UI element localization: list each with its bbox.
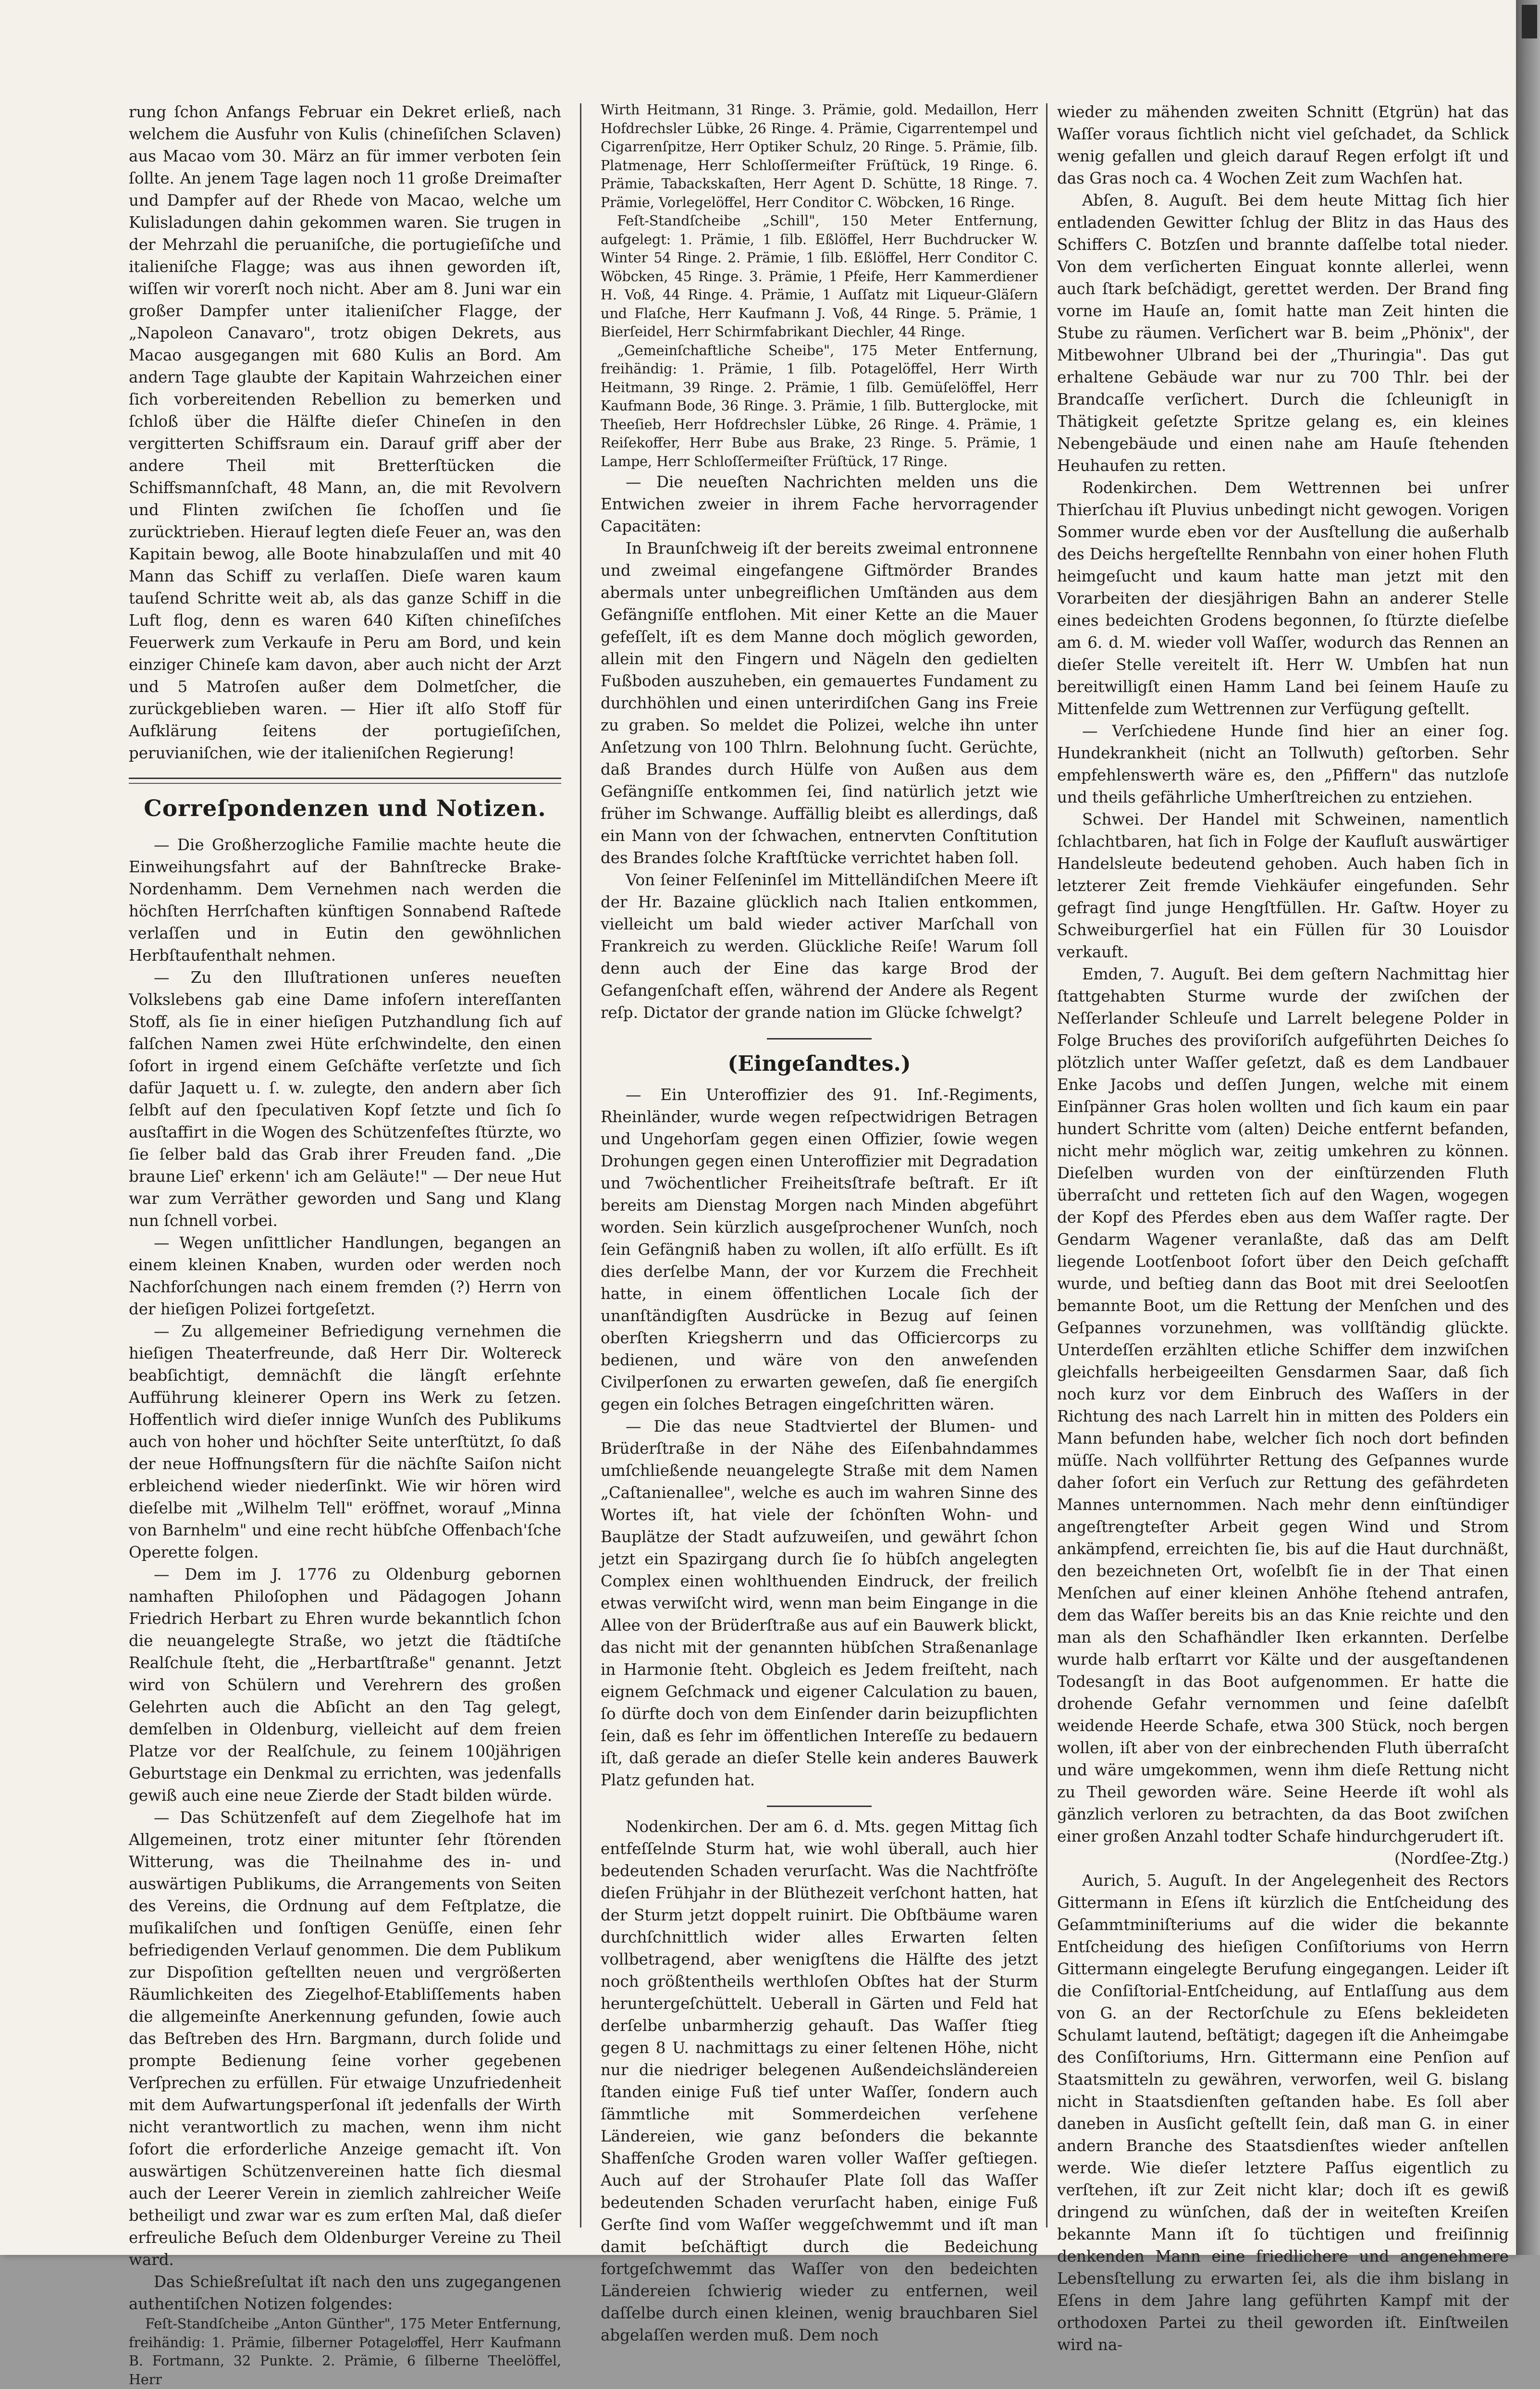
section-rule xyxy=(129,778,561,779)
column-rule-1 xyxy=(580,103,581,2228)
column-1 xyxy=(129,101,561,2388)
notice-unteroffizier: — Ein Unteroffizier des 91. Inf.-Regiments, Rheinländer, wurde wegen reſpectwidrigen Betragen und Ungehorſam gegen einen Offizier, ſowie wegen Drohungen gegen einen Unteroffizier mit Degradation und 7wöchentlicher Freiheitsſtrafe beſtraft. Er iſt bereits am Dienstag Morgen nach Minden abgeführt worden. Sein kürzlich ausgeſprochener Wunſch, noch ſein Gefängniß haben zu wollen, iſt alſo erfüllt. Es iſt dies derſelbe Mann, der vor Kurzem die Frechheit hatte, in einem öffentlichen Locale ſich der unanſtändigſten Ausdrücke in Bezug auf ſeinen oberſten Kriegsherrn und das Officiercorps zu bedienen, und wäre von den anweſenden Civilperſonen zu erwarten geweſen, daß ſie energiſch gegen ein ſolches Betragen eingeſchritten wären. xyxy=(601,1086,1038,1413)
notice-grand-ducal-family: — Die Großherzogliche Familie machte heute die Einweihungsfahrt auf der Bahnſtrecke Brake-Nordenhamm. Dem Vernehmen nach werden die höchſten Herrſchaften künftigen Sonnabend Raſtede verlaſſen und in Eutin den gewöhnlichen Herbſtaufenthalt nehmen. xyxy=(129,836,561,965)
notice-absen: Abſen, 8. Auguſt. Bei dem heute Mittag ſich hier entladenden Gewitter ſchlug der Blitz in das Haus des Schiffers C. Botzſen und brannte daſſelbe total nieder. Von dem verſicherten Einguat konnte allerlei, wenn auch ſtark beſchädigt, gerettet werden. Der Brand fing vorne im Hauſe an, ſomit hatte man Zeit hinten die Stube zu räumen. Verſichert war B. beim „Phönix", der Mitbewohner Ulbrand bei der „Thuringia". Das gut erhaltene Gebäude war nur zu 700 Thlr. bei der Brandcaſſe verſichert. Durch die ſchleunigſt in Thätigkeit geſetzte Spritze gelang es, ein kleines Nebengebäude und einen nahe am Hauſe ſtehenden Heuhaufen zu retten. xyxy=(1057,191,1509,475)
scan-edge xyxy=(1516,0,1540,2255)
submitted-heading: (Eingeſandtes.) xyxy=(727,1052,911,1076)
column-rule-2 xyxy=(1046,103,1047,2228)
notice-results-intro: Das Schießreſultat iſt nach den uns zugegangenen authentiſchen Notizen folgendes: xyxy=(129,2273,561,2313)
section-title: Correſpondenzen und Notizen. xyxy=(144,795,546,822)
scan-edge-notch xyxy=(1522,5,1537,38)
notice-bazaine: Von ſeiner Felſeninſel im Mittelländiſchen Meere iſt der Hr. Bazaine glücklich nach Italien entkommen, vielleicht um bald wieder activer Marſchall von Frankreich zu werden. Glückliche Reiſe! Warum ſoll denn auch der Eine das karge Brod der Gefangenſchaft eſſen, während der Andere als Regent reſp. Dictator der grande nation im Glücke ſchwelgt? xyxy=(601,871,1038,1022)
column-2 xyxy=(601,101,1038,2344)
notice-aurich: Aurich, 5. Auguſt. In der Angelegenheit des Rectors Gittermann in Eſens iſt kürzlich die Entſcheidung des Geſammtminiſteriums auf die wider die bekannte Entſcheidung des hieſigen Conſiſtoriums von Herrn Gittermann eingelegte Berufung eingegangen. Leider iſt die Conſiſtorial-Entſcheidung, auf Entlaſſung aus dem von G. an der Rectorſchule zu Eſens bekleideten Schulamt lautend, beſtätigt; dagegen iſt die Anheimgabe des Conſiſtoriums, Hrn. Gittermann eine Penſion auf Staatsmitteln zu gewähren, verworfen, weil G. bislang nicht in Staatsdienſten geſtanden habe. Es ſoll aber daneben in Ausſicht geſtellt ſein, daß man G. in einer andern Branche des Staatsdienſtes wieder anſtellen werde. Wie dieſer letztere Paſſus eigentlich zu verſtehen, iſt zur Zeit nicht klar; doch iſt es gewiß dringend zu wünſchen, daß der in weiteſten Kreiſen bekannte Mann iſt ſo tüchtigen und freiſinnig denkenden Mann eine friedlichere und angenehmere Lebensſtellung zu erwarten ſei, als die ihm bislang in Eſens in dem Jahre lang geführten Kampf mit der orthodoxen Partei zu theil geworden iſt. Einſtweilen wird na- xyxy=(1057,1871,1509,2354)
column-3 xyxy=(1057,101,1509,2354)
notice-theatre: — Zu allgemeiner Befriedigung vernehmen die hieſigen Theaterfreunde, daß Herr Dir. Woltereck beabſichtigt, demnächſt die längſt erſehnte Aufführung kleinerer Opern ins Werk zu ſetzen. Hoffentlich wird dieſer innige Wunſch des Publikums auch von hoher und höchſter Seite unterſtützt, ſo daß der neue Hoffnungsſtern für die nächſte Saiſon nicht erbleichend wieder niederſinkt. Wie wir hören wird dieſelbe mit „Wilhelm Tell" eröffnet, worauf „Minna von Barnhelm" und eine recht hübſche Offenbach'ſche Operette folgen. xyxy=(129,1322,561,1561)
notice-dogs: — Verſchiedene Hunde ſind hier an einer ſog. Hundekrankheit (nicht an Tollwuth) geſtorben. Sehr empfehlenswerth wäre es, den „Pfiffern" das nutzloſe und theils gefährliche Umherſtreichen zu entziehen. xyxy=(1057,722,1509,806)
results-schill: Feſt-Standſcheibe „Schill", 150 Meter Entfernung, aufgelegt: 1. Prämie, 1 ſilb. Eßlöffel, Herr Buchdrucker W. Winter 54 Ringe. 2. Prämie, 1 ſilb. Eßlöffel, Herr Conditor C. Wöbcken, 45 Ringe. 3. Prämie, 1 Pfeife, Herr Kammerdiener H. Voß, 44 Ringe. 4. Prämie, 1 Auſſatz mit Liqueur-Gläſern und Flaſche, Herr Kaufmann J. Voß, 44 Ringe. 5. Prämie, 1 Bierſeidel, Herr Schirmfabrikant Diechler, 44 Ringe. xyxy=(601,213,1038,340)
notice-continued: wieder zu mähenden zweiten Schnitt (Etgrün) hat das Waſſer voraus ſichtlich nicht viel geſchadet, da Schlick wenig gefallen und gleich darauf Regen erfolgt iſt und das Gras noch ca. 4 Wochen Zeit zum Wachſen hat. xyxy=(1057,103,1509,187)
source-note: (Nordſee-Ztg.) xyxy=(1394,1849,1509,1868)
divider-2 xyxy=(767,1806,872,1807)
section-rule-thin xyxy=(129,783,561,784)
results-continued: Wirth Heitmann, 31 Ringe. 3. Prämie, gold. Medaillon, Herr Hofdrechsler Lübke, 26 Ringe. 4. Prämie, Cigarrentempel und Cigarrenſpitze, Herr Optiker Schulz, 20 Ringe. 5. Prämie, ſilb. Platmenage, Herr Schloſſermeiſter Früſtück, 19 Ringe. 6. Prämie, Tabackskaſten, Herr Agent D. Schütte, 18 Ringe. 7. Prämie, Vorlegelöffel, Herr Conditor C. Wöbcken, 16 Ringe. xyxy=(601,102,1038,210)
notice-schuetzenfest: — Das Schützenfeſt auf dem Ziegelhofe hat im Allgemeinen, trotz einer mitunter ſehr ſtörenden Witterung, was die Theilnahme des in- und auswärtigen Publikums, die Arrangements von Seiten des Vereins, die Ordnung auf dem Feſtplatze, die muſikaliſchen und ſonſtigen Genüſſe, einen ſehr befriedigenden Verlauf genommen. Die dem Publikum zur Dispoſition geſtellten neuen und vergrößerten Räumlichkeiten des Ziegelhof-Etabliſſements haben die allgemeinſte Anerkennung gefunden, ſowie auch das Beſtreben des Hrn. Bargmann, durch ſolide und prompte Bedienung ſeine vorher gegebenen Verſprechen zu erfüllen. Für etwaige Unzufriedenheit mit dem Aufwartungsperſonal iſt jedenfalls der Wirth nicht verantwortlich zu machen, wenn ihm nicht ſofort die erforderliche Anzeige gemacht iſt. Von auswärtigen Schützenvereinen hatte ſich diesmal auch der Leerer Verein in ziemlich zahlreicher Weiſe betheiligt und zwar war es zum erſten Mal, daß dieſer erfreuliche Beſuch dem Oldenburger Vereine zu Theil ward. xyxy=(129,1808,561,2269)
notice-herbart: — Dem im J. 1776 zu Oldenburg gebornen namhaften Philoſophen und Pädagogen Johann Friedrich Herbart zu Ehren wurde bekanntlich ſchon die neuangelegte Straße, wo jetzt die ſtädtiſche Realſchule ſteht, die „Herbartſtraße" genannt. Jetzt wird von Schülern und Verehrern des großen Gelehrten auch die Abſicht an den Tag gelegt, demſelben in Oldenburg, vielleicht auf dem freien Platze vor der Realſchule, zu ſeinem 100jährigen Geburtstage ein Denkmal zu errichten, was jedenfalls gewiß auch eine neue Zierde der Stadt bilden würde. xyxy=(129,1565,561,1805)
notice-emden: Emden, 7. Auguſt. Bei dem geſtern Nachmittag hier ſtattgehabten Sturme wurde der zwiſchen der Neſſerlander Schleuſe und Larrelt belegene Polder in Folge Bruches des proviſoriſch aufgeführten Deiches ſo plötzlich unter Waſſer geſetzt, daß es dem Landbauer Enke Jacobs und deſſen Jungen, welche mit einem Einſpänner Gras holen wollten und ſich kaum ein paar hundert Schritte vom (alten) Deiche entfernt befanden, nicht mehr möglich war, zeitig umkehren zu können. Dieſelben wurden von der einſtürzenden Fluth überraſcht und retteten ſich auf den Wagen, wogegen der Kopf des Pferdes eben aus dem Waſſer ragte. Der Gendarm Wagener veranlaßte, daß das am Delft liegende Lootſenboot ſofort über den Deich geſchafft wurde, und beſtieg dann das Boot mit drei Seelootſen bemannte Boot, um die Rettung der Menſchen und des Geſpannes vorzunehmen, was vollſtändig glückte. Unterdeſſen erzählten etliche Schiffer dem inzwiſchen gleichfalls herbeigeeilten Gensdarmen Saar, daß ſich noch kurz vor dem Einbruch des Waſſers in der Richtung des nach Larrelt hin in mitten des Polders ein Mann befunden habe, welcher ſich noch dort befinden müſſe. Nach vollführter Rettung des Geſpannes wurde daher ſofort ein Verſuch zur Rettung des gefährdeten Mannes unternommen. Nach mehr denn einſtündiger angeſtrengteſter Arbeit gegen Wind und Strom ankämpfend, erreichten ſie, bis auf die Haut durchnäßt, den bezeichneten Ort, woſelbſt ſie in der That einen Menſchen auf einer kleinen Anhöhe ſtehend antrafen, dem das Waſſer bereits bis an das Knie reichte und den man als den Schafhändler Iken erkannten. Derſelbe wurde halb erſtarrt vor Kälte und der ausgeſtandenen Todesangſt in das Boot aufgenommen. Er hatte die drohende Gefahr vernommen und ſeine daſelbſt weidende Heerde Schafe, etwa 300 Stück, noch bergen wollen, iſt aber von der einbrechenden Fluth überraſcht und wäre umgekommen, wenn ihm dieſe Rettung nicht zu Theil geworden wäre. Seine Heerde iſt wohl als gänzlich verloren zu betrachten, da das Boot zwiſchen einer großen Anzahl todter Schafe hindurchgerudert iſt. xyxy=(1057,965,1509,1845)
notice-nodenkirchen: Nodenkirchen. Der am 6. d. Mts. gegen Mittag ſich entfeſſelnde Sturm hat, wie wohl überall, auch hier bedeutenden Schaden verurſacht. Was die Nachtfröſte dieſen Frühjahr in der Blüthezeit verſchont hatten, hat der Sturm jetzt doppelt ruinirt. Die Obſtbäume waren durchſchnittlich wider alles Erwarten ſelten vollbetragend, aber wenigſtens die Hälfte des jetzt noch größtentheils werthloſen Obſtes hat der Sturm heruntergeſchüttelt. Ueberall in Gärten und Feld hat derſelbe unbarmherzig gehauſt. Das Waſſer ſtieg gegen 8 U. nachmittags zu einer ſeltenen Höhe, nicht nur die niedriger belegenen Außendeichsländereien ſtanden einige Fuß tief unter Waſſer, ſondern auch ſämmtliche mit Sommerdeichen verſehene Ländereien, wie ganz beſonders die bekannte Shaffenſche Groden waren voller Waſſer geſtiegen. Auch auf der Strohauſer Plate ſoll das Waſſer bedeutenden Schaden verurſacht haben, einige Fuß Gerſte ſind vom Waſſer weggeſchwemmt und iſt man damit beſchäftigt durch die Bedeichung fortgeſchwemmt das Waſſer von den bedeichten Ländereien ſchwierig wieder zu entfernen, weil daſſelbe durch einen kleinen, wenig brauchbaren Siel abgelaſſen werden muß. Dem noch xyxy=(601,1818,1038,2344)
results-anton-guenther: Feſt-Standſcheibe „Anton Günther", 175 Meter Entfernung, freihändig: 1. Prämie, ſilberner Potageloͤffel, Herr Kaufmann B. Fortmann, 32 Punkte. 2. Prämie, 6 ſilberne Theelöffel, Herr xyxy=(129,2316,561,2388)
notice-escapes: — Die neueſten Nachrichten melden uns die Entwichen zweier in ihrem Fache hervorragender Capacitäten: xyxy=(601,473,1038,535)
notice-rodenkirchen: Rodenkirchen. Dem Wettrennen bei unſrer Thierſchau iſt Pluvius unbedingt nicht gewogen. Vorigen Sommer wurde eben vor der Ausſtellung die außerhalb des Deichs hergeſtellte Rennbahn von einer hohen Fluth heimgeſucht und kaum hatte man jetzt mit den Vorarbeiten der diesjährigen Bahn an anderer Stelle eines bedeichten Grodens begonnen, ſo ſtürzte dieſelbe am 6. d. M. wieder voll Waſſer, wodurch das Rennen an dieſer Stelle vereitelt iſt. Herr W. Umbſen hat nun bereitwilligſt einen Hamm Land bei ſeinem Hauſe zu Mittenfelde zum Wettrennen zur Verfügung geſtellt. xyxy=(1057,479,1509,718)
notice-police: — Wegen unſittlicher Handlungen, begangen an einem kleinen Knaben, wurden oder werden noch Nachforſchungen nach einem fremden (?) Herrn von der hieſigen Polizei fortgeſetzt. xyxy=(129,1234,561,1318)
notice-brandes: In Braunſchweig iſt der bereits zweimal entronnene und zweimal eingefangene Giftmörder Brandes abermals unter unbegreiflichen Umſtänden aus dem Gefängniſſe entflohen. Mit einer Kette an die Mauer gefeſſelt, iſt es dem Manne doch möglich geworden, allein mit den Fingern und Nägeln den gedielten Fußboden auszuheben, ein gemauertes Fundament zu durchhöhlen und einen unterirdiſchen Gang ins Freie zu graben. So meldet die Polizei, welche ihn unter Anſetzung von 100 Thlrn. Belohnung ſucht. Gerüchte, daß Brandes durch Hülfe von Außen aus dem Gefängniſſe entkommen ſei, ſind natürlich jetzt wie früher im Schwange. Auffällig bleibt es allerdings, daß ein Mann von der ſchwachen, entnervten Conſtitution des Brandes ſolche Kraftſtücke verrichtet haben ſoll. xyxy=(601,539,1038,867)
article-kulis: rung ſchon Anfangs Februar ein Dekret erließ, nach welchem die Ausfuhr von Kulis (chineſiſchen Sclaven) aus Macao vom 30. März an für immer verboten ſein ſollte. An jenem Tage lagen noch 11 große Dreimaſter und Dampfer auf der Rhede von Macao, welche um Kulisladungen dahin gekommen waren. Sie trugen in der Mehrzahl die peruaniſche, die portugieſiſche und italieniſche Flagge; was aus ihnen geworden iſt, wiſſen wir vorerſt noch nicht. Aber am 8. Juni war ein großer Dampfer unter italieniſcher Flagge, der „Napoleon Canavaro", trotz obigen Dekrets, aus Macao ausgegangen mit 680 Kulis an Bord. Am andern Tage glaubte der Kapitain Wahrzeichen einer ſich vorbereitenden Rebellion zu bemerken und ſchloß über die Hälfte dieſer Chineſen in den vergitterten Schiffsraum ein. Darauf griff aber der andere Theil mit Bretterſtücken die Schiffsmannſchaft, 48 Mann, an, die mit Revolvern und Flinten zwiſchen ſie ſchoſſen und ſie zurücktrieben. Hierauf legten dieſe Feuer an, was den Kapitain bewog, alle Boote hinabzulaſſen und mit 40 Mann das Schiff zu verlaſſen. Dieſe waren kaum tauſend Schritte weit ab, als das ganze Schiff in die Luft flog, denn es waren 640 Kiſten chineſiſches Feuerwerk zum Verkaufe in Peru am Bord, und kein einziger Chineſe kam davon, aber auch nicht der Arzt und 5 Matroſen außer dem Dolmetſcher, die zurückgeblieben waren. — Hier iſt alſo Stoff für Aufklärung ſeitens der portugieſiſchen, peruvianiſchen, wie der italieniſchen Regierung! xyxy=(129,103,561,762)
divider xyxy=(767,1038,872,1040)
notice-schwei: Schwei. Der Handel mit Schweinen, namentlich ſchlachtbaren, hat ſich in Folge der Kaufluſt auswärtiger Handelsleute bedeutend gehoben. Auch haben ſich in letzterer Zeit fremde Viehkäufer eingefunden. Sehr gefragt ſind junge Hengſtfüllen. Hr. Gaſtw. Hoyer zu Schweiburgerſiel hat ein Füllen für 30 Louisdor verkauft. xyxy=(1057,810,1509,961)
results-gemeinschaftlich: „Gemeinſchaftliche Scheibe", 175 Meter Entfernung, freihändig: 1. Prämie, 1 ſilb. Potagelöffel, Herr Wirth Heitmann, 39 Ringe. 2. Prämie, 1 ſilb. Gemüſelöffel, Herr Kaufmann Bode, 36 Ringe. 3. Prämie, 1 ſilb. Butterglocke, mit Theeſieb, Herr Hofdrechsler Lübke, 26 Ringe. 4. Prämie, 1 Reiſekoffer, Herr Bube aus Brake, 23 Ringe. 5. Prämie, 1 Lampe, Herr Schloſſermeiſter Früſtück, 17 Ringe. xyxy=(601,342,1038,470)
notice-stadtviertel: — Die das neue Stadtviertel der Blumen- und Brüderſtraße in der Nähe des Eiſenbahndammes umſchließende neuangelegte Straße mit dem Namen „Caſtanienallee", welche es auch im wahren Sinne des Wortes iſt, hat viele der ſchönſten Wohn- und Bauplätze der Stadt aufzuweiſen, und gewährt ſchon jetzt ein Spazirgang durch ſie ſo hübſch angelegten Complex einen wohlthuenden Eindruck, der freilich etwas verwiſcht wird, wenn man beim Eingange in die Allee von der Brüderſtraße aus auf ein Bauwerk blickt, das nicht mit der genannten hübſchen Straßenanlage in Harmonie ſteht. Obgleich es Jedem freiſteht, nach eignem Geſchmack und eigener Calculation zu bauen, ſo dürfte doch von dem Einſender darin beizupflichten ſein, daß es ſehr im öffentlichen Intereſſe zu bedauern iſt, daß gerade an dieſer Stelle kein anderes Bauwerk Platz gefunden hat. xyxy=(601,1417,1038,1789)
notice-volksleben: — Zu den Illuſtrationen unſeres neueſten Volkslebens gab eine Dame infoſern intereſſanten Stoff, als ſie in einer hieſigen Putzhandlung ſich auf falſchen Namen zwei Hüte erſchwindelte, den einen ſofort in irgend einem Geſchäfte verſetzte und ſich dafür Jaquett u. ſ. w. zulegte, den andern aber ſich ſelbſt auf den ſpeculativen Kopf ſetzte und ſich ſo ausſtaffirt in die Wogen des Schützenfeſtes ſtürzte, wo ſie ſelber bald das Grab ihrer Freuden fand. „Die braune Lieſ' erkenn' ich am Geläute!" — Der neue Hut war zum Verräther geworden und Sang und Klang nun ſchnell vorbei. xyxy=(129,968,561,1230)
